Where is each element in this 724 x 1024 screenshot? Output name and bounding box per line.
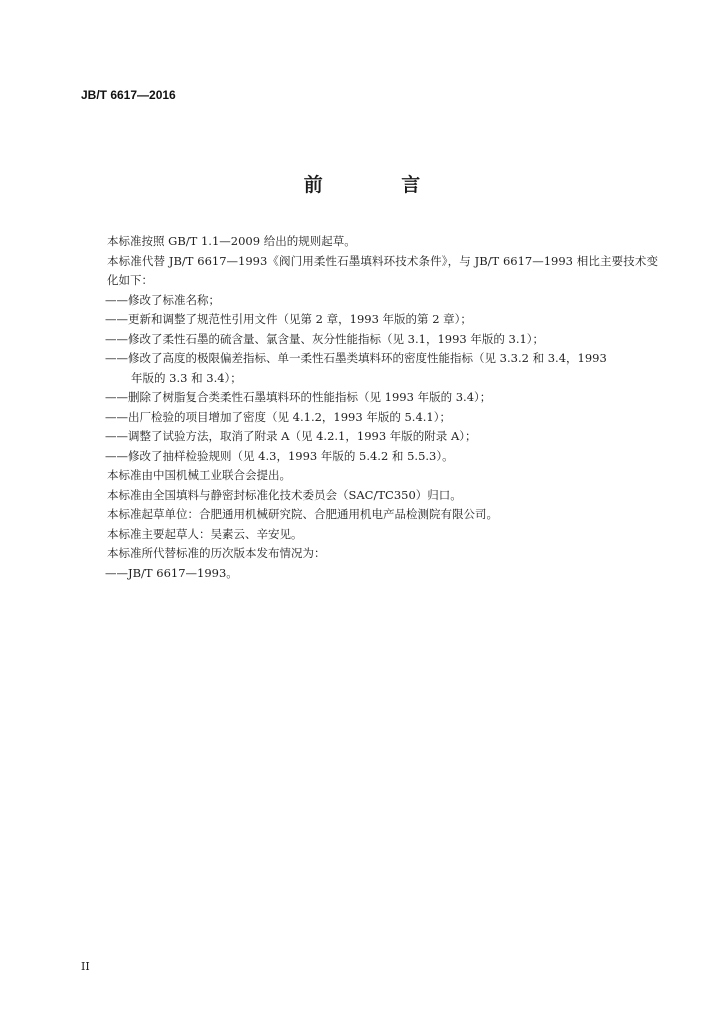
- paragraph-history: 本标准所代替标准的历次版本发布情况为：: [107, 546, 326, 560]
- history-item: ——JB/T 6617—1993。: [105, 565, 238, 580]
- paragraph-drafting-rules: 本标准按照 GB/T 1.1—2009 给出的规则起草。: [107, 234, 356, 248]
- foreword-body: [83, 232, 658, 583]
- paragraph-drafters: 本标准主要起草人：吴素云、辛安见。: [107, 526, 303, 541]
- change-item: ——删除了树脂复合类柔性石墨填料环的性能指标（见 1993 年版的 3.4）；: [105, 390, 492, 404]
- change-item: ——修改了抽样检验规则（见 4.3，1993 年版的 5.4.2 和 5.5.3）。: [105, 448, 454, 463]
- page-number: II: [81, 960, 90, 973]
- change-item: ——修改了高度的极限偏差指标、单一柔性石墨类填料环的密度性能指标（见 3.3.2 和 3.4，1993: [105, 351, 607, 365]
- paragraph-committee: 本标准由全国填料与静密封标准化技术委员会（SAC/TC350）归口。: [107, 487, 462, 502]
- change-item: ——调整了试验方法，取消了附录 A（见 4.2.1，1993 年版的附录 A）；: [105, 429, 477, 443]
- change-item: ——修改了标准名称；: [105, 292, 220, 307]
- standard-code-header: JB/T 6617—2016: [81, 88, 176, 102]
- change-item: ——修改了柔性石墨的硫含量、氯含量、灰分性能指标（见 3.1，1993 年版的 3.1）；: [105, 331, 545, 346]
- change-item: ——更新和调整了规范性引用文件（见第 2 章，1993 年版的第 2 章）；: [105, 312, 472, 326]
- paragraph-replacement: 本标准代替 JB/T 6617—1993《阀门用柔性石墨填料环技术条件》，与 JB/T 6617—1993 相比主要技术变化如下：: [107, 253, 658, 287]
- foreword-title: 前 言: [303, 174, 457, 196]
- paragraph-drafting-units: 本标准起草单位：合肥通用机械研究院、合肥通用机电产品检测院有限公司。: [107, 507, 498, 521]
- change-item: ——出厂检验的项目增加了密度（见 4.1.2，1993 年版的 5.4.1）；: [105, 409, 452, 424]
- change-item-continuation: 年版的 3.3 和 3.4）；: [131, 370, 242, 385]
- paragraph-proposer: 本标准由中国机械工业联合会提出。: [107, 468, 291, 482]
